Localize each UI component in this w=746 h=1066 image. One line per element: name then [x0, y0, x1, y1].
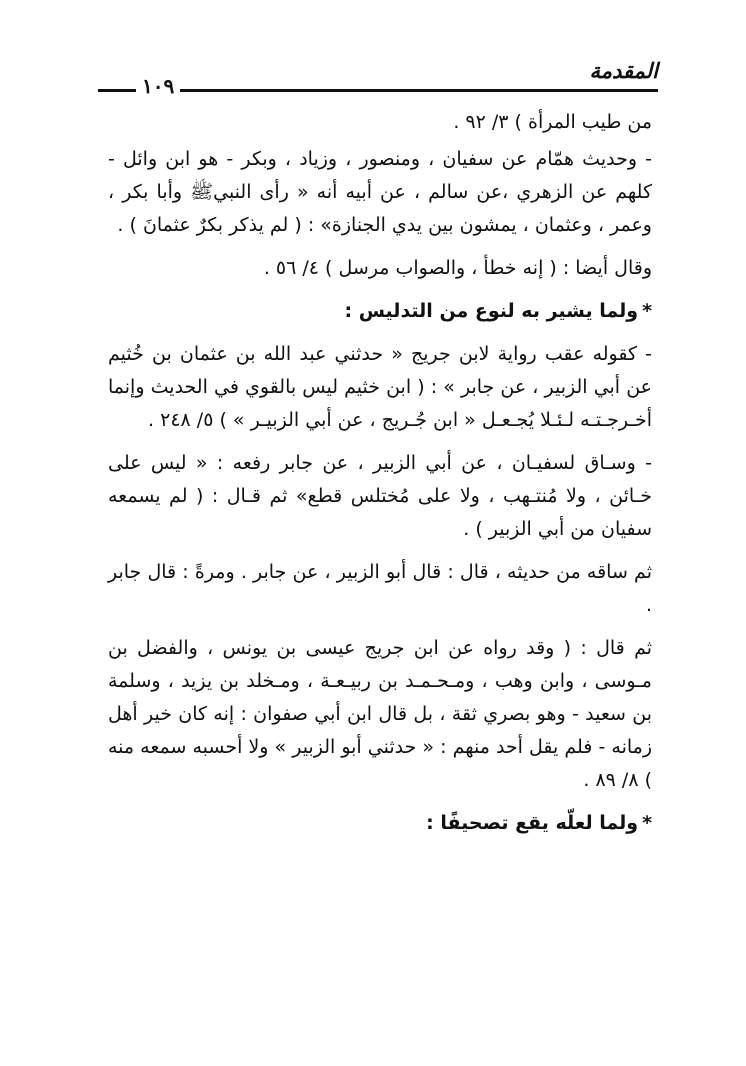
section-heading-tashif: [108, 807, 652, 840]
paragraph-5: [108, 338, 652, 437]
paragraph-7-text: ثم ساقه من حديثه ، قال : قال أبو الزبير ، عن جابر . ومرةً : قال جابر .: [108, 561, 652, 616]
page-number: ١٠٩: [136, 74, 180, 98]
paragraph-6: [108, 447, 652, 546]
header-rule: [98, 89, 658, 92]
paragraph-7: [108, 556, 652, 622]
section-heading-tashif-text: ولما لعلّه يقع تصحيفًا :: [426, 812, 639, 834]
paragraph-8-text: ثم قال : ( وقد رواه عن ابن جريج عيسى بن يونس ، والفضل بن مـوسى ، وابن وهب ، ومـحـمـد بن ربيـعـة ، ومـخلد بن يزيد ، وسلمة بن سعيد - وهو بصري ثقة ، بل قال ابن أبي صفوان : إنه كان خير أهل زمانه - فلم يقل أحد منهم : « حدثني أبو الزبير » ولا أحسبه سمعه منه ) ٨/ ٨٩ .: [108, 637, 652, 791]
paragraph-2: [108, 143, 652, 242]
section-heading-tadlis: [108, 295, 652, 328]
paragraph-6-text: - وسـاق لسفيـان ، عن أبي الزبير ، عن جابر رفعه : « ليس على خـائن ، ولا مُنتـهب ، ولا على مُختلس قطع» ثم قـال : ( لم يسمعه سفيان من أبي الزبير ) .: [108, 452, 652, 540]
asterisk-marker: *: [642, 812, 652, 834]
page-header: [98, 58, 658, 98]
paragraph-3: [108, 252, 652, 285]
paragraph-1: [108, 106, 652, 139]
paragraph-5-text: - كقوله عقب رواية لابن جريج « حدثني عبد الله بن عثمان بن خُثيم عن أبي الزبير ، عن جابر » : ( ابن خثيم ليس بالقوي في الحديث وإنما أخـرجـتـه لـئـلا يُجـعـل « ابن جُـريج ، عن أبي الزبيـر » ) ٥/ ٢٤٨ .: [108, 343, 652, 431]
section-heading-tadlis-text: ولما يشير به لنوع من التدليس :: [344, 300, 639, 322]
running-title: المقدمة: [589, 58, 658, 83]
paragraph-3-text: وقال أيضا : ( إنه خطأ ، والصواب مرسل ) ٤/ ٥٦ .: [263, 257, 652, 279]
paragraph-8: [108, 632, 652, 797]
paragraph-2-text: - وحديث همّام عن سفيان ، ومنصور ، وزياد ، وبكر - هو ابن وائل - كلهم عن الزهري ،عن سالم ، عن أبيه أنه « رأى النبيﷺ وأبا بكر ، وعمر ، وعثمان ، يمشون بين يدي الجنازة» : ( لم يذكر بكرٌ عثمانَ ) .: [108, 148, 652, 236]
paragraph-1-text: من طيب المرأة ) ٣/ ٩٢ .: [453, 111, 652, 133]
page-body: [108, 106, 652, 850]
asterisk-marker: *: [642, 300, 652, 322]
